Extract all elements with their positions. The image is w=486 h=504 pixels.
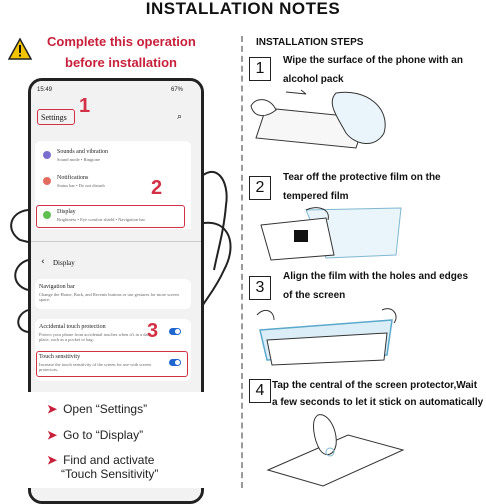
step-1-number: 1 [249, 57, 271, 81]
back-icon[interactable]: ‹ [41, 257, 45, 267]
bullet-go-to-display: ➤ Go to “Display” [47, 428, 144, 442]
bullet-find-activate: ➤ Find and activate [47, 453, 155, 467]
status-battery: 67% [171, 87, 184, 93]
step-2-line-2: tempered film [283, 191, 349, 202]
marker-3: 3 [147, 320, 159, 342]
step-4-line-2: a few seconds to let it stick on automatically [272, 397, 484, 408]
step-4-line-1: Tap the central of the screen protector,Wait [272, 380, 478, 391]
step-1-line-2: alcohol pack [283, 74, 344, 85]
steps-title: INSTALLATION STEPS [256, 37, 364, 48]
marker-1: 1 [79, 95, 91, 117]
tap-center-illustration [258, 410, 408, 488]
accidental-touch-item[interactable]: Accidental touch protection [39, 324, 106, 330]
step-3-line-1: Align the film with the holes and edges [283, 271, 469, 282]
sound-icon [43, 151, 51, 159]
bullet-touch-sensitivity: “Touch Sensitivity” [61, 467, 159, 481]
step-3-number: 3 [249, 276, 271, 300]
item-display-sub: Brightness • Eye comfort shield • Navigation bar [57, 217, 146, 222]
step-2-number: 2 [249, 176, 271, 200]
highlight-touch-sensitivity [36, 351, 188, 377]
item-sounds-sub: Sound mode • Ringtone [57, 157, 100, 162]
step-1-line-1: Wipe the surface of the phone with an [283, 55, 463, 66]
touch-sensitivity-sub: Increase the touch sensitivity of the screen for use with screen protectors. [39, 362, 151, 372]
item-notifications-sub: Status bar • Do not disturb [57, 183, 105, 188]
item-display[interactable]: Display [57, 209, 76, 215]
item-sounds[interactable]: Sounds and vibration [57, 149, 108, 155]
wipe-illustration [246, 88, 396, 158]
highlight-display [36, 205, 185, 228]
divider [241, 36, 243, 488]
item-notifications[interactable]: Notifications [57, 175, 89, 181]
step-4-number: 4 [249, 379, 271, 403]
touch-sensitivity-item[interactable]: Touch sensitivity [39, 354, 81, 360]
step-3-line-2: of the screen [283, 290, 346, 301]
display-header: Display [53, 259, 75, 267]
align-film-illustration [252, 305, 402, 370]
page-title: INSTALLATION NOTES [145, 0, 341, 18]
accidental-touch-toggle[interactable] [169, 328, 181, 335]
settings-header: Settings [41, 113, 67, 122]
bullet-open-settings: ➤ Open “Settings” [47, 402, 148, 416]
marker-2: 2 [151, 177, 163, 199]
search-icon[interactable]: ⌕ [177, 112, 183, 122]
accidental-touch-sub: Protect your phone from accidental touches when it's in a dark place, such as a pocket or bag. [39, 332, 152, 342]
notifications-icon [43, 177, 51, 185]
nav-bar-item[interactable]: Navigation bar [39, 284, 75, 290]
tear-film-illustration [256, 200, 406, 265]
warning-line-1: Complete this operation [47, 34, 196, 49]
warning-icon [8, 38, 32, 65]
nav-bar-sub: Change the Home, Back, and Recents buttons or use gestures for more screen space. [39, 292, 179, 302]
status-time: 15:49 [37, 87, 53, 93]
highlight-settings [37, 109, 75, 125]
warning-line-2: before installation [65, 55, 177, 70]
step-2-line-1: Tear off the protective film on the [283, 172, 441, 183]
